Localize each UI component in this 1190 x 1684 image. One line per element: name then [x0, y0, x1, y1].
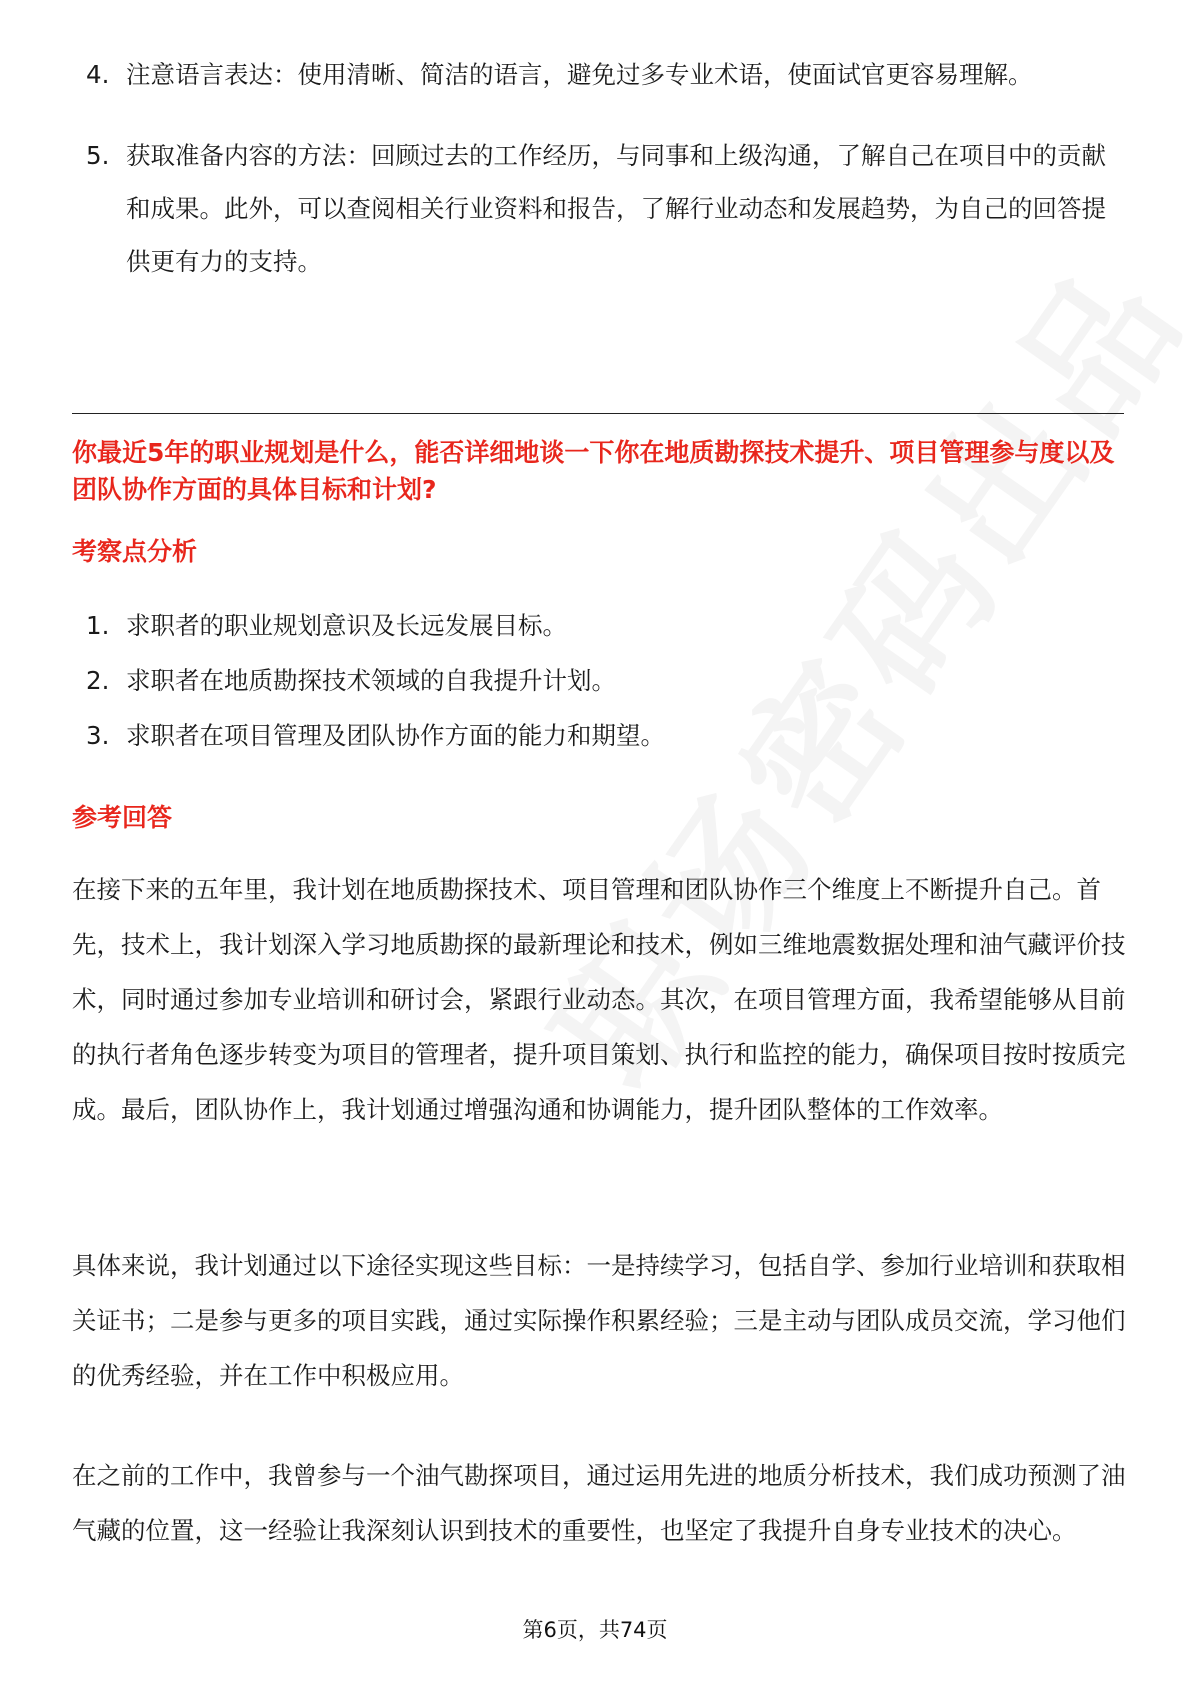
analysis-heading: 考察点分析 — [72, 537, 198, 566]
preparation-tips-list — [72, 48, 1122, 288]
answer-paragraph: 在之前的工作中，我曾参与一个油气勘探项目，通过运用先进的地质分析技术，我们成功预测了油气藏的位置，这一经验让我深刻认识到技术的重要性，也坚定了我提升自身专业技术的决心。 — [72, 1461, 1126, 1545]
list-item-text: 求职者的职业规划意识及长远发展目标。 — [126, 611, 567, 640]
list-item — [72, 48, 1122, 101]
list-item — [72, 708, 1122, 763]
page-number: 第6页，共74页 — [522, 1618, 668, 1642]
list-item-number: 5. — [86, 141, 110, 170]
section-divider — [72, 413, 1124, 414]
list-item — [72, 653, 1122, 708]
list-item-number: 2. — [86, 666, 110, 695]
analysis-list — [72, 598, 1122, 763]
list-item-text: 求职者在地质勘探技术领域的自我提升计划。 — [126, 666, 616, 695]
list-item-number: 3. — [86, 721, 110, 750]
answer-paragraph: 具体来说，我计划通过以下途径实现这些目标：一是持续学习，包括自学、参加行业培训和获取相关证书；二是参与更多的项目实践，通过实际操作积累经验；三是主动与团队成员交流，学习他们的优秀经验，并在工作中积极应用。 — [72, 1251, 1126, 1390]
answer-paragraph: 在接下来的五年里，我计划在地质勘探技术、项目管理和团队协作三个维度上不断提升自己。首先，技术上，我计划深入学习地质勘探的最新理论和技术，例如三维地震数据处理和油气藏评价技术，同时通过参加专业培训和研讨会，紧跟行业动态。其次，在项目管理方面，我希望能够从目前的执行者角色逐步转变为项目的管理者，提升项目策划、执行和监控的能力，确保项目按时按质完成。最后，团队协作上，我计划通过增强沟通和协调能力，提升团队整体的工作效率。 — [72, 875, 1126, 1124]
list-item-number: 4. — [86, 60, 110, 89]
list-item — [72, 598, 1122, 653]
list-item-text: 获取准备内容的方法：回顾过去的工作经历，与同事和上级沟通，了解自己在项目中的贡献和成果。此外，可以查阅相关行业资料和报告，了解行业动态和发展趋势，为自己的回答提供更有力的支持。 — [126, 141, 1106, 276]
list-item — [72, 129, 1122, 288]
answer-heading: 参考回答 — [72, 803, 173, 832]
list-item-text: 注意语言表达：使用清晰、简洁的语言，避免过多专业术语，使面试官更容易理解。 — [126, 60, 1033, 89]
list-item-number: 1. — [86, 611, 110, 640]
list-item-text: 求职者在项目管理及团队协作方面的能力和期望。 — [126, 721, 665, 750]
interview-question: 你最近5年的职业规划是什么，能否详细地谈一下你在地质勘探技术提升、项目管理参与度以及团队协作方面的具体目标和计划? — [72, 438, 1115, 504]
